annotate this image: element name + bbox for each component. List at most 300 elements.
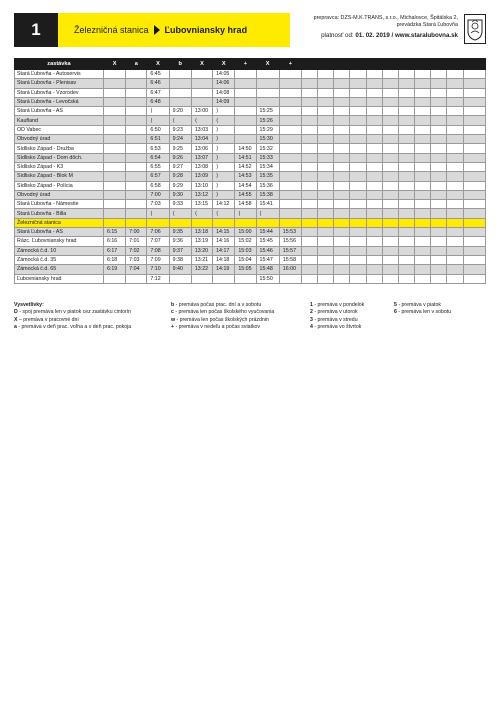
empty-cell <box>366 274 382 283</box>
table-row <box>15 218 486 227</box>
departure-time <box>103 79 125 88</box>
empty-cell <box>463 265 485 274</box>
empty-cell <box>398 265 414 274</box>
empty-cell <box>318 144 334 153</box>
departure-time: ⟩ <box>213 172 235 181</box>
departure-time: 15:36 <box>256 181 279 190</box>
departure-time: ⟩ <box>213 190 235 199</box>
empty-cell <box>334 70 350 79</box>
departure-time: 6:58 <box>147 181 169 190</box>
legend-item <box>394 309 451 316</box>
empty-cell <box>447 265 463 274</box>
empty-cell <box>398 172 414 181</box>
empty-cell <box>415 237 431 246</box>
departure-time: 15:03 <box>235 246 256 255</box>
departure-time <box>126 88 147 97</box>
legend-key: 3 <box>310 316 313 323</box>
departure-time <box>256 218 279 227</box>
departure-time: ⟩ <box>213 107 235 116</box>
empty-cell <box>447 125 463 134</box>
departure-time: 15:56 <box>279 237 301 246</box>
departure-time <box>256 79 279 88</box>
empty-cell <box>350 274 366 283</box>
departure-time <box>279 135 301 144</box>
empty-cell <box>398 107 414 116</box>
departure-time: 15:44 <box>256 228 279 237</box>
departure-time: 7:01 <box>126 237 147 246</box>
empty-cell <box>431 265 447 274</box>
empty-cell <box>431 181 447 190</box>
departure-time <box>279 116 301 125</box>
empty-cell <box>415 162 431 171</box>
column-header-trip: b <box>169 59 191 70</box>
departure-time: 6:45 <box>147 70 169 79</box>
departure-time: 6:54 <box>147 153 169 162</box>
stop-name: Stará Ľubovňa - Levočská <box>15 97 104 106</box>
validity-label: platnosť od: <box>321 32 354 40</box>
route-origin: Železničná stanica <box>74 25 149 35</box>
departure-time: 15:34 <box>256 162 279 171</box>
departure-time: 6:19 <box>103 265 125 274</box>
departure-time <box>169 274 191 283</box>
column-header-trip <box>415 59 431 70</box>
empty-cell <box>415 200 431 209</box>
departure-time: 13:18 <box>191 228 212 237</box>
departure-time <box>103 135 125 144</box>
departure-time: 14:05 <box>213 70 235 79</box>
stop-name: Sídlisko Západ - Družba <box>15 144 104 153</box>
empty-cell <box>431 209 447 218</box>
empty-cell <box>398 162 414 171</box>
departure-time: 15:46 <box>256 246 279 255</box>
empty-cell <box>318 153 334 162</box>
departure-time: ⟨ <box>213 116 235 125</box>
departure-time: 9:30 <box>169 190 191 199</box>
departure-time: 9:20 <box>169 107 191 116</box>
legend-text: - premáva v utorok <box>312 309 358 316</box>
empty-cell <box>463 97 485 106</box>
departure-time: 15:58 <box>279 255 301 264</box>
empty-cell <box>463 172 485 181</box>
departure-time: 15:35 <box>256 172 279 181</box>
departure-time <box>235 107 256 116</box>
empty-cell <box>463 116 485 125</box>
empty-cell <box>415 116 431 125</box>
departure-time: 6:50 <box>147 125 169 134</box>
departure-time: 14:18 <box>213 255 235 264</box>
empty-cell <box>463 88 485 97</box>
departure-time: 6:46 <box>147 79 169 88</box>
table-row <box>15 144 486 153</box>
departure-time <box>103 88 125 97</box>
empty-cell <box>382 181 398 190</box>
departure-time <box>279 181 301 190</box>
column-header-trip <box>398 59 414 70</box>
departure-time: 15:41 <box>256 200 279 209</box>
table-header-row <box>15 59 486 70</box>
empty-cell <box>431 79 447 88</box>
departure-time: 13:00 <box>191 107 212 116</box>
table-row <box>15 125 486 134</box>
table-row <box>15 79 486 88</box>
departure-time <box>235 97 256 106</box>
departure-time: 14:55 <box>235 190 256 199</box>
departure-time: 15:47 <box>256 255 279 264</box>
departure-time: 13:19 <box>191 237 212 246</box>
departure-time <box>103 125 125 134</box>
departure-time <box>235 125 256 134</box>
empty-cell <box>334 97 350 106</box>
legend-text: - spoj premáva len v piatok cez zastávku cintorín <box>17 309 132 316</box>
departure-time <box>213 274 235 283</box>
departure-time <box>279 218 301 227</box>
empty-cell <box>366 70 382 79</box>
column-header-trip: a <box>126 59 147 70</box>
validity-value: 01. 02. 2019 / www.staralubovna.sk <box>355 32 458 40</box>
departure-time: 7:02 <box>126 246 147 255</box>
empty-cell <box>447 181 463 190</box>
empty-cell <box>350 255 366 264</box>
empty-cell <box>366 153 382 162</box>
empty-cell <box>302 97 318 106</box>
empty-cell <box>447 153 463 162</box>
departure-time: 7:10 <box>147 265 169 274</box>
departure-time <box>103 209 125 218</box>
stop-name: Zámocká č.d. 10 <box>15 246 104 255</box>
departure-time: 6:16 <box>103 237 125 246</box>
departure-time: ⟨ <box>147 116 169 125</box>
departure-time: 14:09 <box>213 97 235 106</box>
departure-time <box>103 107 125 116</box>
empty-cell <box>318 190 334 199</box>
empty-cell <box>431 246 447 255</box>
departure-time <box>235 88 256 97</box>
empty-cell <box>334 144 350 153</box>
table-row <box>15 228 486 237</box>
empty-cell <box>366 209 382 218</box>
empty-cell <box>431 228 447 237</box>
departure-time <box>235 274 256 283</box>
empty-cell <box>431 135 447 144</box>
table-row <box>15 153 486 162</box>
empty-cell <box>366 255 382 264</box>
stop-name: OD Vabec <box>15 125 104 134</box>
departure-time: ⟨ <box>169 209 191 218</box>
departure-time: 6:17 <box>103 246 125 255</box>
empty-cell <box>382 255 398 264</box>
empty-cell <box>431 144 447 153</box>
departure-time: 7:12 <box>147 274 169 283</box>
departure-time <box>126 218 147 227</box>
empty-cell <box>350 172 366 181</box>
empty-cell <box>318 265 334 274</box>
departure-time <box>126 172 147 181</box>
departure-time <box>256 70 279 79</box>
column-header-trip: X <box>191 59 212 70</box>
empty-cell <box>415 228 431 237</box>
empty-cell <box>447 162 463 171</box>
departure-time: ⟩ <box>213 144 235 153</box>
empty-cell <box>334 125 350 134</box>
departure-time: 7:08 <box>147 246 169 255</box>
departure-time: 15:33 <box>256 153 279 162</box>
empty-cell <box>415 97 431 106</box>
empty-cell <box>415 172 431 181</box>
departure-time: 15:53 <box>279 228 301 237</box>
departure-time <box>126 135 147 144</box>
empty-cell <box>334 218 350 227</box>
empty-cell <box>463 209 485 218</box>
empty-cell <box>382 70 398 79</box>
empty-cell <box>366 135 382 144</box>
stop-name: Stará Ľubovňa - Vzorodev <box>15 88 104 97</box>
departure-time <box>126 274 147 283</box>
empty-cell <box>318 237 334 246</box>
empty-cell <box>398 70 414 79</box>
empty-cell <box>350 190 366 199</box>
empty-cell <box>382 265 398 274</box>
empty-cell <box>334 237 350 246</box>
empty-cell <box>382 190 398 199</box>
empty-cell <box>302 274 318 283</box>
departure-time <box>213 218 235 227</box>
departure-time <box>279 172 301 181</box>
legend-text: – premáva v pracovné dni <box>17 316 79 323</box>
empty-cell <box>302 125 318 134</box>
stop-name: Sídlisko Západ - K3 <box>15 162 104 171</box>
departure-time: 13:07 <box>191 153 212 162</box>
departure-time: 9:28 <box>169 172 191 181</box>
departure-time: 9:26 <box>169 153 191 162</box>
empty-cell <box>463 125 485 134</box>
empty-cell <box>398 237 414 246</box>
departure-time <box>126 116 147 125</box>
empty-cell <box>463 274 485 283</box>
departure-time <box>279 144 301 153</box>
empty-cell <box>350 246 366 255</box>
empty-cell <box>463 135 485 144</box>
departure-time: 6:15 <box>103 228 125 237</box>
column-header-trip: X <box>256 59 279 70</box>
timetable-header <box>14 13 486 47</box>
empty-cell <box>398 79 414 88</box>
empty-cell <box>302 162 318 171</box>
empty-cell <box>302 135 318 144</box>
empty-cell <box>447 107 463 116</box>
departure-time: ⟨ <box>169 116 191 125</box>
departure-time: 15:04 <box>235 255 256 264</box>
departure-time: 6:55 <box>147 162 169 171</box>
empty-cell <box>463 190 485 199</box>
departure-time <box>169 70 191 79</box>
departure-time: 14:52 <box>235 162 256 171</box>
departure-time <box>279 88 301 97</box>
empty-cell <box>415 190 431 199</box>
stop-name: Kaufland <box>15 116 104 125</box>
empty-cell <box>302 88 318 97</box>
legend-item <box>171 324 274 331</box>
departure-time <box>279 153 301 162</box>
empty-cell <box>398 125 414 134</box>
departure-time <box>279 209 301 218</box>
departure-time: 15:00 <box>235 228 256 237</box>
departure-time: 9:40 <box>169 265 191 274</box>
departure-time <box>191 218 212 227</box>
table-row <box>15 181 486 190</box>
empty-cell <box>334 153 350 162</box>
legend-key: b <box>171 302 175 308</box>
stop-name: Rázc. Ľubovniansky hrad <box>15 237 104 246</box>
stop-name: Stará Ľubovňa - Billa <box>15 209 104 218</box>
departure-time: 13:09 <box>191 172 212 181</box>
departure-time <box>126 200 147 209</box>
departure-time: 15:25 <box>256 107 279 116</box>
departure-time: 6:18 <box>103 255 125 264</box>
empty-cell <box>366 88 382 97</box>
operator-branch: prevádzka Stará Ľubovňa <box>396 22 458 29</box>
empty-cell <box>318 246 334 255</box>
departure-time: 6:57 <box>147 172 169 181</box>
empty-cell <box>447 190 463 199</box>
empty-cell <box>382 237 398 246</box>
empty-cell <box>398 190 414 199</box>
empty-cell <box>350 265 366 274</box>
legend-text: - premáva počas prac. dní a v sobotu <box>174 302 262 308</box>
empty-cell <box>398 228 414 237</box>
departure-time <box>235 218 256 227</box>
departure-time: 13:21 <box>191 255 212 264</box>
legend-key: 5 <box>394 302 397 308</box>
empty-cell <box>334 255 350 264</box>
table-row <box>15 172 486 181</box>
empty-cell <box>447 116 463 125</box>
departure-time <box>169 79 191 88</box>
legend-text: - premáva len počas školského vyučovania <box>173 309 275 316</box>
empty-cell <box>431 200 447 209</box>
empty-cell <box>447 144 463 153</box>
empty-cell <box>382 144 398 153</box>
empty-cell <box>415 255 431 264</box>
empty-cell <box>398 181 414 190</box>
empty-cell <box>318 200 334 209</box>
empty-cell <box>382 125 398 134</box>
empty-cell <box>447 274 463 283</box>
empty-cell <box>447 228 463 237</box>
empty-cell <box>382 274 398 283</box>
stop-name: Stará Ľubovňa - AS <box>15 107 104 116</box>
empty-cell <box>463 181 485 190</box>
legend-col-1 <box>14 302 131 332</box>
legend-item <box>171 302 274 309</box>
empty-cell <box>415 265 431 274</box>
empty-cell <box>302 228 318 237</box>
departure-time: 13:22 <box>191 265 212 274</box>
departure-time: ⟩ <box>213 162 235 171</box>
empty-cell <box>334 274 350 283</box>
departure-time <box>126 97 147 106</box>
legend-key: a <box>14 324 17 331</box>
empty-cell <box>334 190 350 199</box>
departure-time <box>103 181 125 190</box>
empty-cell <box>382 162 398 171</box>
legend-key: w <box>171 316 176 323</box>
empty-cell <box>366 200 382 209</box>
empty-cell <box>302 116 318 125</box>
empty-cell <box>431 237 447 246</box>
departure-time: 6:51 <box>147 135 169 144</box>
empty-cell <box>431 107 447 116</box>
departure-time <box>169 88 191 97</box>
empty-cell <box>366 107 382 116</box>
column-header-trip <box>334 59 350 70</box>
empty-cell <box>431 70 447 79</box>
empty-cell <box>366 218 382 227</box>
departure-time <box>191 274 212 283</box>
departure-time: 14:17 <box>213 246 235 255</box>
departure-time: 15:30 <box>256 135 279 144</box>
empty-cell <box>318 255 334 264</box>
departure-time: 7:03 <box>126 255 147 264</box>
empty-cell <box>366 125 382 134</box>
legend-item <box>310 302 364 309</box>
empty-cell <box>398 116 414 125</box>
legend-text: - premáva v pondelok <box>312 302 365 308</box>
empty-cell <box>318 116 334 125</box>
departure-time: 9:29 <box>169 181 191 190</box>
empty-cell <box>334 88 350 97</box>
empty-cell <box>366 246 382 255</box>
departure-time: 7:04 <box>126 265 147 274</box>
departure-time: 14:16 <box>213 237 235 246</box>
empty-cell <box>318 181 334 190</box>
empty-cell <box>447 255 463 264</box>
departure-time: 6:53 <box>147 144 169 153</box>
empty-cell <box>318 135 334 144</box>
table-row <box>15 237 486 246</box>
column-header-trip: X <box>213 59 235 70</box>
departure-time: 7:00 <box>126 228 147 237</box>
empty-cell <box>350 107 366 116</box>
empty-cell <box>366 97 382 106</box>
line-number: 1 <box>14 13 58 47</box>
column-header-trip <box>318 59 334 70</box>
departure-time: 14:19 <box>213 265 235 274</box>
empty-cell <box>318 162 334 171</box>
departure-time: 9:35 <box>169 228 191 237</box>
departure-time <box>103 274 125 283</box>
departure-time: ⟩ <box>213 125 235 134</box>
legend-key: 2 <box>310 309 313 316</box>
column-header-trip: + <box>235 59 256 70</box>
departure-time: ⟨ <box>235 209 256 218</box>
operator-name: prepravca: DZS-M.K.TRANS, s.r.o., Michalovce, Špitálska 2, <box>313 15 458 21</box>
empty-cell <box>302 255 318 264</box>
empty-cell <box>366 237 382 246</box>
empty-cell <box>334 135 350 144</box>
empty-cell <box>447 88 463 97</box>
departure-time: 15:57 <box>279 246 301 255</box>
departure-time <box>103 116 125 125</box>
empty-cell <box>334 181 350 190</box>
stop-name: Obvodný úrad <box>15 135 104 144</box>
legend-text: - premáva vo štvrtok <box>312 324 362 331</box>
departure-time: 16:00 <box>279 265 301 274</box>
table-row <box>15 209 486 218</box>
empty-cell <box>366 228 382 237</box>
empty-cell <box>431 153 447 162</box>
table-row <box>15 97 486 106</box>
stop-name: Sídlisko Západ - Blok M <box>15 172 104 181</box>
